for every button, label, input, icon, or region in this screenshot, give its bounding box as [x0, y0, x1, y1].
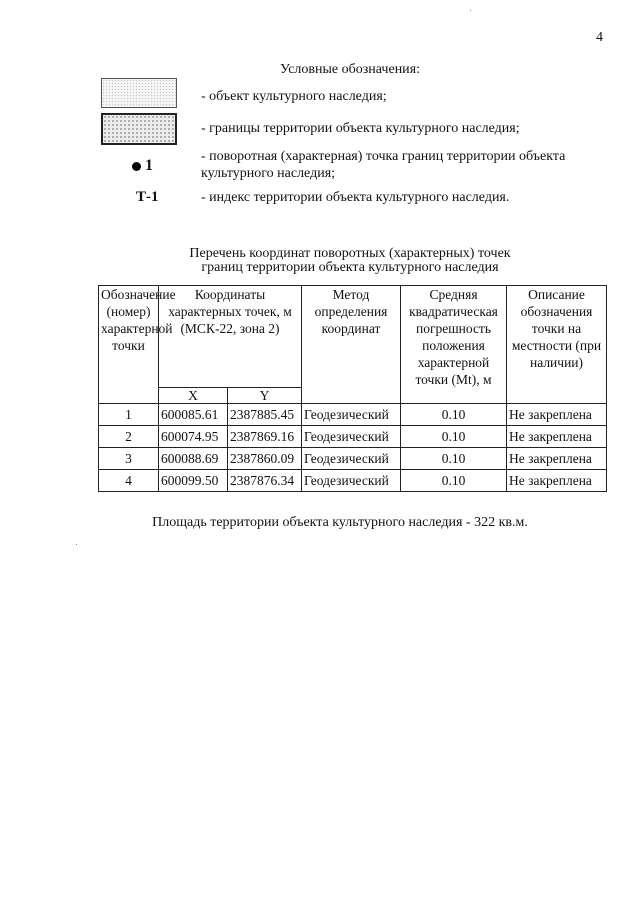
cell-y: 2387876.34: [228, 470, 302, 492]
legend-text-index: - индекс территории объекта культурного наследия.: [201, 190, 510, 205]
cell-x: 600074.95: [159, 426, 228, 448]
cell-number: 3: [99, 448, 159, 470]
scan-speck: [470, 10, 471, 11]
legend-text-object: - объект культурного наследия;: [201, 89, 387, 104]
cell-error: 0.10: [401, 470, 507, 492]
point-label: 1: [145, 157, 153, 174]
table-row: [99, 470, 607, 492]
header-coordinates: Координаты характерных точек, м (МСК-22, зона 2): [159, 286, 302, 388]
table-row: [99, 404, 607, 426]
table-title-line2: границ территории объекта культурного наследия: [201, 260, 499, 275]
legend-text-point: - поворотная (характерная) точка границ территории объекта культурного наследия;: [201, 149, 566, 181]
cell-y: 2387885.45: [228, 404, 302, 426]
table-title: [0, 247, 640, 275]
header-y: Y: [228, 388, 302, 404]
cell-description: Не закреплена: [507, 404, 607, 426]
cell-method: Геодезический: [302, 426, 401, 448]
cell-method: Геодезический: [302, 448, 401, 470]
cell-method: Геодезический: [302, 470, 401, 492]
table-row: [99, 448, 607, 470]
cell-number: 1: [99, 404, 159, 426]
coordinates-table: [98, 285, 607, 492]
header-x: X: [159, 388, 228, 404]
page-number: 4: [596, 30, 603, 45]
cell-error: 0.10: [401, 404, 507, 426]
area-text: Площадь территории объекта культурного наследия - 322 кв.м.: [152, 515, 528, 530]
cell-description: Не закреплена: [507, 448, 607, 470]
header-method: Метод определения координат: [302, 286, 401, 404]
cell-error: 0.10: [401, 448, 507, 470]
cell-y: 2387869.16: [228, 426, 302, 448]
legend-text-border: - границы территории объекта культурного наследия;: [201, 121, 520, 136]
cell-x: 600099.50: [159, 470, 228, 492]
header-designation: Обозначение (номер) характерной точки: [99, 286, 159, 404]
table-row: [99, 426, 607, 448]
cultural-object-symbol: [101, 78, 177, 108]
scan-speck: [76, 544, 77, 545]
territory-border-symbol: [101, 113, 177, 145]
header-description: Описание обозначения точки на местности (при наличии): [507, 286, 607, 404]
table-title-line1: Перечень координат поворотных (характерных) точек: [189, 246, 511, 261]
header-error: Средняя квадратическая погрешность положения характерной точки (Mt), м: [401, 286, 507, 404]
cell-number: 4: [99, 470, 159, 492]
cell-error: 0.10: [401, 426, 507, 448]
territory-index-symbol: Т-1: [136, 189, 159, 205]
turning-point-symbol: [132, 158, 153, 174]
cell-description: Не закреплена: [507, 426, 607, 448]
cell-x: 600085.61: [159, 404, 228, 426]
cell-x: 600088.69: [159, 448, 228, 470]
point-dot-icon: [132, 162, 141, 171]
cell-number: 2: [99, 426, 159, 448]
cell-y: 2387860.09: [228, 448, 302, 470]
legend-title: Условные обозначения:: [279, 62, 421, 77]
cell-description: Не закреплена: [507, 470, 607, 492]
cell-method: Геодезический: [302, 404, 401, 426]
